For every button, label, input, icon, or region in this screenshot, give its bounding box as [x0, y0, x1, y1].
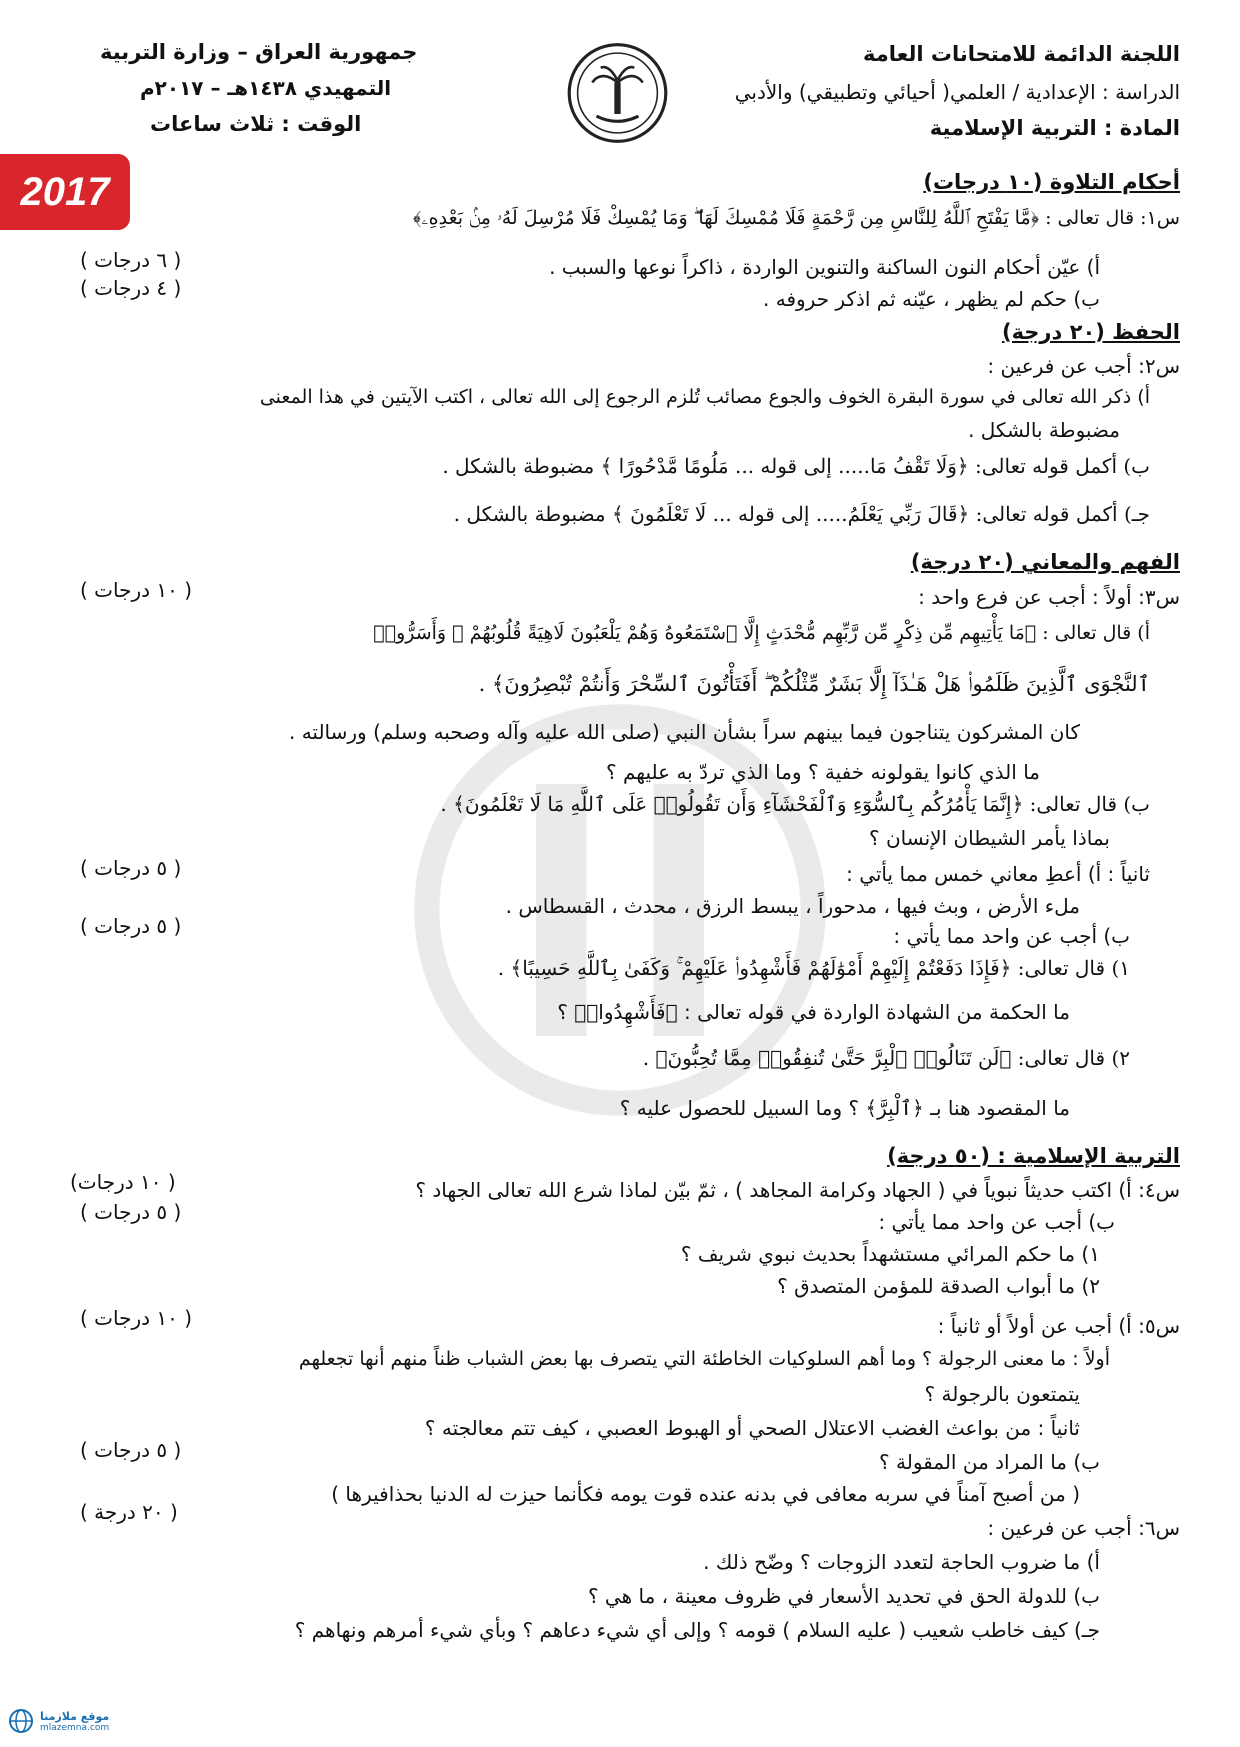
question-6: س٦: أجب عن فرعين :	[987, 1516, 1180, 1540]
q2-part-a-line1: أ) ذكر الله تعالى في سورة البقرة الخوف والجوع مصائب تُلزم الرجوع إلى الله تعالى ، اكتب الآيتين في هذا المعنى	[259, 386, 1150, 408]
q6-part-b: ب) للدولة الحق في تحديد الأسعار في ظروف معينة ، ما هي ؟	[587, 1584, 1100, 1608]
globe-icon	[8, 1708, 34, 1734]
q5-second: ثانياً : من بواعث الغضب الاعتلال الصحي أو الهبوط العصبي ، كيف تتم معالجته ؟	[424, 1416, 1080, 1440]
site-name-en: mlazemna.com	[40, 1722, 110, 1733]
q3-part-a-question: ما الذي كانوا يقولونه خفية ؟ وما الذي تردّ به عليهم ؟	[606, 760, 1040, 784]
q4-b1: ١) ما حكم المرائي مستشهداً بحديث نبوي شريف ؟	[680, 1242, 1100, 1266]
question-5-a: س٥: أ) أجب عن أولاً أو ثانياً :	[937, 1314, 1180, 1338]
question-2: س٢: أجب عن فرعين :	[987, 354, 1180, 378]
header-subject: المادة : التربية الإسلامية	[929, 116, 1180, 140]
header-republic: جمهورية العراق – وزارة التربية	[100, 40, 418, 64]
question-3: س٣: أولاً : أجب عن فرع واحد :	[918, 585, 1180, 609]
header-session: التمهيدي ١٤٣٨هـ – ٢٠١٧م	[140, 76, 392, 100]
question-4-a: س٤: أ) اكتب حديثاً نبوياً في ( الجهاد وكرامة المجاهد ) ، ثمّ بيّن لماذا شرع الله تعالى الجهاد ؟	[415, 1178, 1180, 1202]
q3-part-b-ayah: ب) قال تعالى: ﴿إِنَّمَا يَأْمُرُكُم بِٱلسُّوٓءِ وَٱلْفَحْشَآءِ وَأَن تَقُولُوا۟ عَلَى ٱللَّهِ مَا لَا تَعْلَمُونَ﴾ .	[440, 792, 1150, 816]
q3-second-a: ثانياً : أ) أعطِ معاني خمس مما يأتي :	[846, 862, 1150, 886]
q3-second-b2-ayah: ٢) قال تعالى: ﴿لَن تَنَالُوا۟ ٱلْبِرَّ حَتَّىٰ تُنفِقُوا۟ مِمَّا تُحِبُّونَ﴾ .	[642, 1046, 1130, 1070]
year-badge: 2017	[0, 154, 130, 230]
q3-part-b-question: بماذا يأمر الشيطان الإنسان ؟	[868, 826, 1110, 850]
q4-part-b: ب) أجب عن واحد مما يأتي :	[878, 1210, 1115, 1234]
section-understanding: الفهم والمعاني (٢٠ درجة)	[910, 550, 1180, 574]
q2-part-b: ب) أكمل قوله تعالى: ﴿وَلَا تَقْفُ مَا..... إلى قوله ... مَلُومًا مَّدْحُورًا ﴾ مضبوطة بالشكل .	[442, 454, 1150, 478]
q1-part-b: ب) حكم لم يظهر ، عيّنه ثم اذكر حروفه .	[763, 287, 1100, 311]
q6-part-c: جـ) كيف خاطب شعيب ( عليه السلام ) قومه ؟ وإلى أي شيء دعاهم ؟ وبأي شيء أمرهم ونهاهم ؟	[294, 1618, 1100, 1642]
q3-part-a-ayah1: أ) قال تعالى : ﴿مَا يَأْتِيهِم مِّن ذِكْرٍ مِّن رَّبِّهِم مُّحْدَثٍ إِلَّا ٱسْتَمَعُوهُ وَهُمْ يَلْعَبُونَ لَاهِيَةً قُلُوبُهُمْ ۗ وَأَسَرُّوا۟	[373, 622, 1150, 644]
q1-a-marks: ( ٦ درجات )	[80, 248, 182, 272]
q3-second-b: ب) أجب عن واحد مما يأتي :	[893, 924, 1130, 948]
q5-b-saying: ( من أصبح آمناً في سربه معافى في بدنه عنده قوت يومه فكأنما حيزت له الدنيا بحذافيرها )	[331, 1482, 1080, 1506]
q5-first-line2: يتمتعون بالرجولة ؟	[924, 1382, 1080, 1406]
q2-part-c: جـ) أكمل قوله تعالى: ﴿قَالَ رَبِّي يَعْلَمُ..... إلى قوله ... لَا تَعْلَمُونَ ﴾ مضبوطة بالشكل .	[453, 502, 1150, 526]
section-tajweed: أحكام التلاوة (١٠ درجات)	[923, 170, 1180, 194]
q3-second-b1-question: ما الحكمة من الشهادة الواردة في قوله تعالى : ﴿فَأَشْهِدُوا۟﴾ ؟	[557, 1000, 1070, 1024]
q5-first-line1: أولاً : ما معنى الرجولة ؟ وما أهم السلوكيات الخاطئة التي يتصرف بها بعض الشباب ظناً منهم أنها تجعلهم	[298, 1348, 1110, 1370]
q4-b2: ٢) ما أبواب الصدقة للمؤمن المتصدق ؟	[777, 1274, 1100, 1298]
q6-part-a: أ) ما ضروب الحاجة لتعدد الزوجات ؟ وضّح ذلك .	[703, 1550, 1100, 1574]
q5-part-b: ب) ما المراد من المقولة ؟	[879, 1450, 1100, 1474]
q1-b-marks: ( ٤ درجات )	[80, 276, 182, 300]
question-1: س١: قال تعالى : ﴿مَّا يَفْتَحِ ٱللَّهُ لِلنَّاسِ مِن رَّحْمَةٍ فَلَا مُمْسِكَ لَهَا ۖ وَمَا يُمْسِكْ فَلَا مُرْسِلَ لَهُۥ مِنۢ بَعْدِهِۦ﴾	[413, 207, 1180, 229]
q3-first-marks: ( ١٠ درجات )	[80, 578, 193, 602]
ministry-seal-icon	[565, 38, 670, 148]
q5-a-marks: ( ١٠ درجات )	[80, 1306, 193, 1330]
q4-a-marks: ( ١٠ درجات)	[70, 1170, 176, 1194]
site-name-ar: موقع ملازمنا	[40, 1709, 110, 1723]
q3-part-a-context: كان المشركون يتناجون فيما بينهم سراً بشأن النبي (صلى الله عليه وآله وصحبه وسلم) ورسالته .	[288, 720, 1080, 744]
q3-second-a-marks: ( ٥ درجات )	[80, 856, 182, 880]
header-committee: اللجنة الدائمة للامتحانات العامة	[863, 42, 1180, 66]
q3-second-a-words: ملء الأرض ، وبث فيها ، مدحوراً ، يبسط الرزق ، محدث ، القسطاس .	[505, 894, 1080, 918]
q1-part-a: أ) عيّن أحكام النون الساكنة والتنوين الواردة ، ذاكراً نوعها والسبب .	[549, 255, 1100, 279]
header-time: الوقت : ثلاث ساعات	[150, 112, 362, 136]
section-memorization: الحفظ (٢٠ درجة)	[1001, 320, 1180, 344]
q3-second-b1-ayah: ١) قال تعالى: ﴿فَإِذَا دَفَعْتُمْ إِلَيْهِمْ أَمْوَٰلَهُمْ فَأَشْهِدُوا۟ عَلَيْهِمْ ۚ وَكَفَىٰ بِٱللَّهِ حَسِيبًا﴾ .	[497, 956, 1130, 980]
q4-b-marks: ( ٥ درجات )	[80, 1200, 182, 1224]
q6-marks: ( ٢٠ درجة )	[80, 1500, 178, 1524]
q2-part-a-line2: مضبوطة بالشكل .	[968, 418, 1120, 442]
q3-second-b-marks: ( ٥ درجات )	[80, 914, 182, 938]
header-study: الدراسة : الإعدادية / العلمي( أحيائي وتطبيقي) والأدبي	[734, 80, 1180, 104]
site-logo	[8, 1708, 109, 1734]
section-islamic-education: التربية الإسلامية : (٥٠ درجة)	[887, 1144, 1180, 1168]
q3-second-b2-question: ما المقصود هنا بـ ﴿ٱلْبِرَّ﴾ ؟ وما السبيل للحصول عليه ؟	[619, 1096, 1070, 1120]
q5-b-marks: ( ٥ درجات )	[80, 1438, 182, 1462]
q3-part-a-ayah2: ٱلنَّجْوَى ٱلَّذِينَ ظَلَمُوا۟ هَلْ هَـٰذَآ إِلَّا بَشَرٌ مِّثْلُكُمْ ۖ أَفَتَأْتُونَ ٱلسِّحْرَ وَأَنتُمْ تُبْصِرُونَ﴾ .	[478, 672, 1150, 696]
